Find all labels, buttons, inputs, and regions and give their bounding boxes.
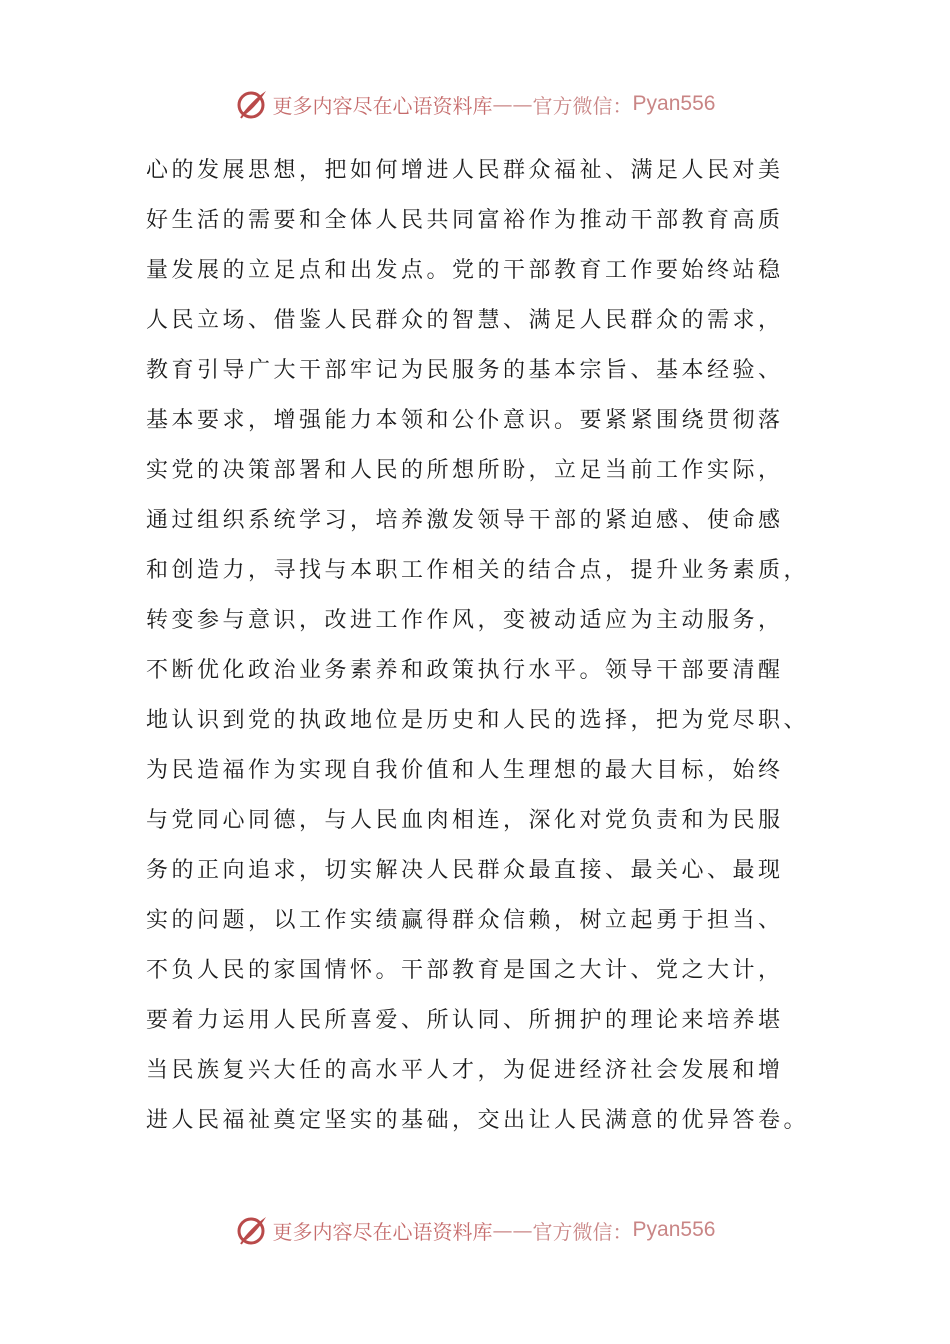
body-line: 人民立场、借鉴人民群众的智慧、满足人民群众的需求， — [146, 308, 784, 333]
body-line: 实的问题，以工作实绩赢得群众信赖，树立起勇于担当、 — [146, 908, 784, 933]
body-line: 不负人民的家国情怀。干部教育是国之大计、党之大计， — [146, 958, 784, 983]
body-line: 心的发展思想，把如何增进人民群众福祉、满足人民对美 — [146, 158, 784, 183]
body-line: 当民族复兴大任的高水平人才，为促进经济社会发展和增 — [146, 1058, 784, 1083]
watermark-brand: 更多内容尽在心语资料库 — [272, 1219, 493, 1244]
body-line: 教育引导广大干部牢记为民服务的基本宗旨、基本经验、 — [146, 358, 784, 383]
body-line: 好生活的需要和全体人民共同富裕作为推动干部教育高质 — [146, 208, 784, 233]
watermark-dash: —— — [492, 1218, 533, 1242]
body-line: 和创造力，寻找与本职工作相关的结合点，提升业务素质， — [146, 558, 810, 583]
body-line: 基本要求，增强能力本领和公仆意识。要紧紧围绕贯彻落 — [146, 408, 784, 433]
body-line: 不断优化政治业务素养和政策执行水平。领导干部要清醒 — [146, 658, 784, 683]
watermark-id: Pyan556 — [632, 92, 716, 115]
watermark-label: 官方微信： — [532, 1219, 633, 1244]
body-line: 量发展的立足点和出发点。党的干部教育工作要始终站稳 — [146, 258, 784, 283]
watermark-id: Pyan556 — [632, 1218, 716, 1241]
quill-logo-icon — [235, 1213, 269, 1247]
body-line: 务的正向追求，切实解决人民群众最直接、最关心、最现 — [146, 858, 784, 883]
body-line: 通过组织系统学习，培养激发领导干部的紧迫感、使命感 — [146, 508, 784, 533]
body-line: 地认识到党的执政地位是历史和人民的选择，把为党尽职、 — [146, 708, 810, 733]
body-line: 实党的决策部署和人民的所想所盼，立足当前工作实际， — [146, 458, 784, 483]
body-line: 进人民福祉奠定坚实的基础，交出让人民满意的优异答卷。 — [146, 1108, 810, 1133]
watermark-brand: 更多内容尽在心语资料库 — [272, 93, 493, 118]
watermark-label: 官方微信： — [532, 93, 633, 118]
body-line: 为民造福作为实现自我价值和人生理想的最大目标，始终 — [146, 758, 784, 783]
watermark-dash: —— — [492, 92, 533, 116]
header-watermark — [0, 84, 950, 124]
footer-watermark — [0, 1210, 950, 1250]
body-line: 与党同心同德，与人民血肉相连，深化对党负责和为民服 — [146, 808, 784, 833]
body-line: 要着力运用人民所喜爱、所认同、所拥护的理论来培养堪 — [146, 1008, 784, 1033]
document-body — [146, 146, 826, 1146]
quill-logo-icon — [235, 87, 269, 121]
body-line: 转变参与意识，改进工作作风，变被动适应为主动服务， — [146, 608, 784, 633]
